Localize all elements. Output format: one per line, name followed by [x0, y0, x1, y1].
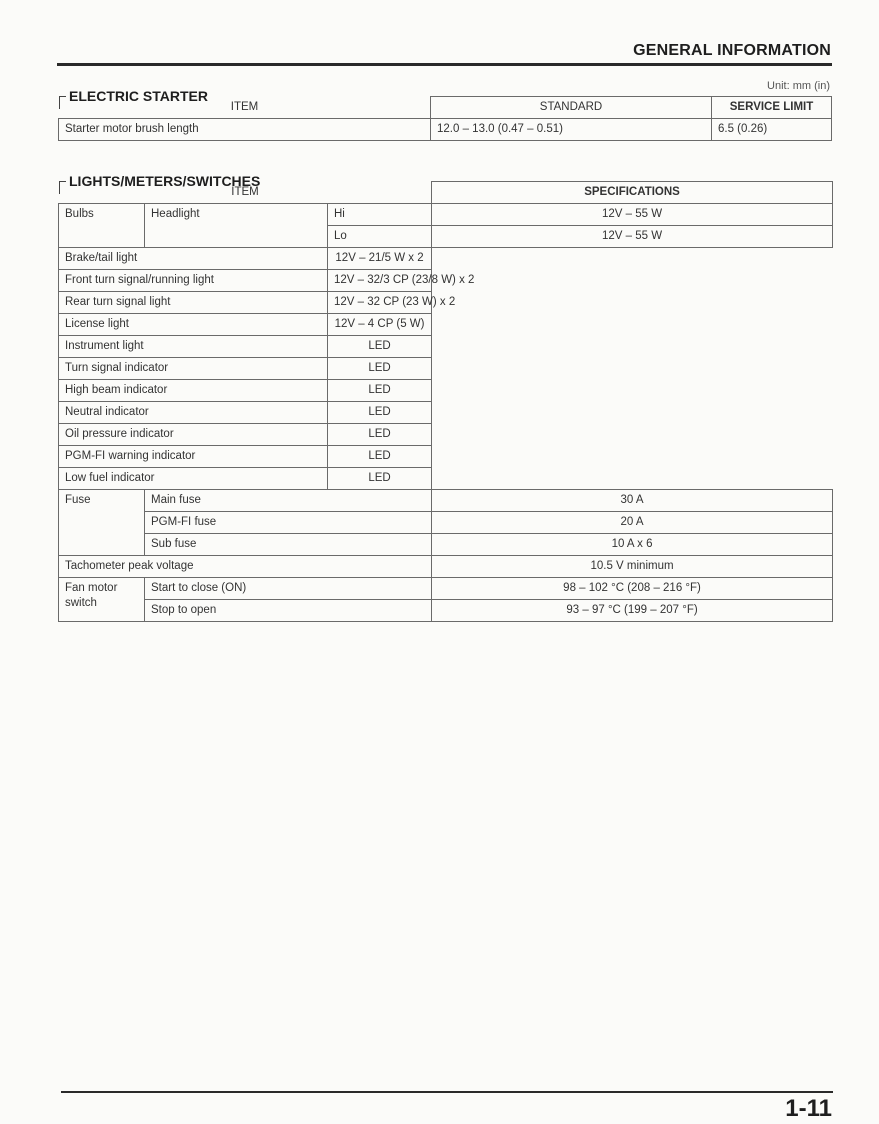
tachometer-spec: 10.5 V minimum	[432, 556, 833, 578]
spec-cell: 20 A	[432, 512, 833, 534]
table-row	[59, 336, 833, 358]
spec-cell: 12V – 4 CP (5 W)	[328, 314, 432, 336]
table-row	[59, 292, 833, 314]
item-cell: Neutral indicator	[59, 402, 328, 424]
table-row	[59, 119, 832, 141]
column-header-specifications: SPECIFICATIONS	[432, 182, 833, 204]
item-cell: License light	[59, 314, 328, 336]
headlight-label: Headlight	[145, 204, 328, 248]
spec-cell: LED	[328, 446, 432, 468]
spec-cell: 10 A x 6	[432, 534, 833, 556]
column-header-service-limit: SERVICE LIMIT	[712, 97, 832, 119]
tachometer-label: Tachometer peak voltage	[59, 556, 432, 578]
table-row	[59, 402, 833, 424]
lights-meters-switches-table	[58, 181, 833, 622]
unit-label: Unit: mm (in)	[767, 80, 830, 92]
table-row	[59, 358, 833, 380]
item-cell: PGM-FI warning indicator	[59, 446, 328, 468]
spec-cell: 30 A	[432, 490, 833, 512]
headlight-lo-spec: 12V – 55 W	[432, 226, 833, 248]
column-header-item: ITEM	[59, 97, 431, 119]
spec-cell: LED	[328, 468, 432, 490]
table-row	[59, 556, 833, 578]
section-title-lights-meters-switches: LIGHTS/METERS/SWITCHES	[59, 173, 266, 189]
column-header-item: ITEM	[59, 182, 432, 204]
table-row	[59, 534, 833, 556]
item-cell: High beam indicator	[59, 380, 328, 402]
table-row	[59, 204, 833, 226]
footer-rule	[61, 1091, 833, 1093]
bulbs-group-label: Bulbs	[59, 204, 145, 248]
table-header-row	[59, 97, 832, 119]
table-header-row	[59, 182, 833, 204]
headlight-hi-spec: 12V – 55 W	[432, 204, 833, 226]
item-cell: Brake/tail light	[59, 248, 328, 270]
spec-cell: 12V – 32 CP (23 W) x 2	[328, 292, 432, 314]
item-cell: Instrument light	[59, 336, 328, 358]
item-cell: Rear turn signal light	[59, 292, 328, 314]
column-header-standard: STANDARD	[431, 97, 712, 119]
page-number: 1-11	[785, 1095, 832, 1122]
table-row	[59, 490, 833, 512]
item-cell: Low fuel indicator	[59, 468, 328, 490]
fuse-group-label: Fuse	[59, 490, 145, 556]
headlight-hi-label: Hi	[328, 204, 432, 226]
spec-cell: LED	[328, 402, 432, 424]
table-row	[59, 446, 833, 468]
table-row	[59, 468, 833, 490]
table-row	[59, 578, 833, 600]
table-row	[59, 512, 833, 534]
electric-starter-table	[58, 96, 832, 141]
table-row	[59, 380, 833, 402]
item-cell: PGM-FI fuse	[145, 512, 432, 534]
fan-motor-switch-label: Fan motor switch	[59, 578, 145, 622]
page-header-title: GENERAL INFORMATION	[633, 42, 831, 59]
table-row	[59, 314, 833, 336]
header-rule	[57, 63, 832, 66]
spec-cell: 12V – 32/3 CP (23/8 W) x 2	[328, 270, 432, 292]
table-row	[59, 270, 833, 292]
spec-cell: LED	[328, 336, 432, 358]
spec-cell: 93 – 97 °C (199 – 207 °F)	[432, 600, 833, 622]
table-row	[59, 424, 833, 446]
item-cell: Turn signal indicator	[59, 358, 328, 380]
item-cell: Stop to open	[145, 600, 432, 622]
table-row	[59, 248, 833, 270]
spec-cell: LED	[328, 380, 432, 402]
headlight-lo-label: Lo	[328, 226, 432, 248]
item-cell: Front turn signal/running light	[59, 270, 328, 292]
item-cell: Sub fuse	[145, 534, 432, 556]
spec-cell: 98 – 102 °C (208 – 216 °F)	[432, 578, 833, 600]
item-cell: Oil pressure indicator	[59, 424, 328, 446]
standard-cell: 12.0 – 13.0 (0.47 – 0.51)	[431, 119, 712, 141]
item-cell: Start to close (ON)	[145, 578, 432, 600]
spec-cell: LED	[328, 358, 432, 380]
item-cell: Starter motor brush length	[59, 119, 431, 141]
item-cell: Main fuse	[145, 490, 432, 512]
section-title-electric-starter: ELECTRIC STARTER	[59, 88, 214, 104]
spec-cell: 12V – 21/5 W x 2	[328, 248, 432, 270]
table-row	[59, 600, 833, 622]
spec-cell: LED	[328, 424, 432, 446]
limit-cell: 6.5 (0.26)	[712, 119, 832, 141]
